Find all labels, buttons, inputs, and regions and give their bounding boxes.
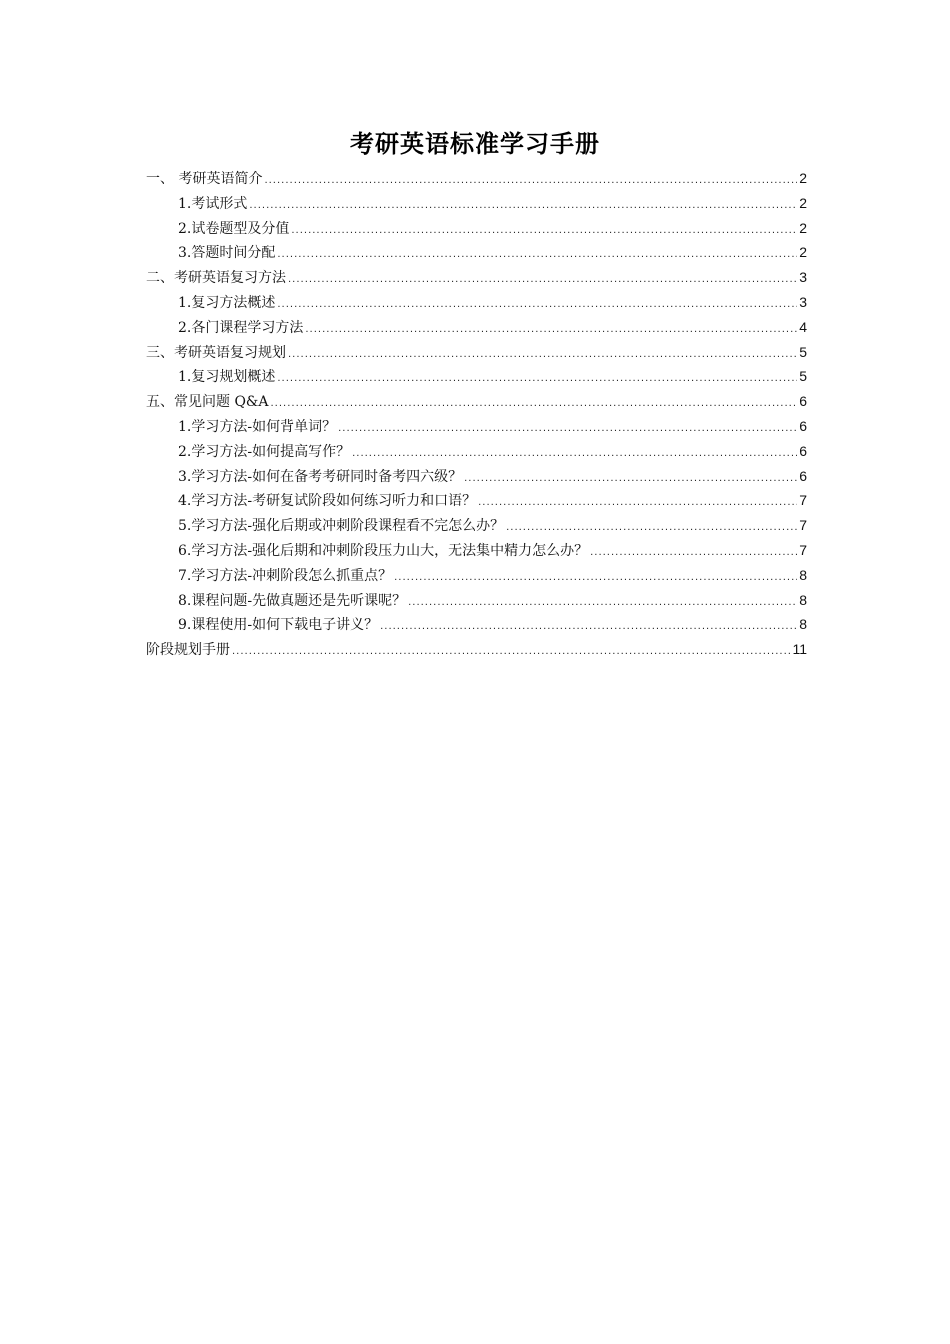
toc-page-number: 2: [799, 244, 807, 261]
toc-entry[interactable]: [146, 612, 807, 637]
toc-entry-label: 三、考研英语复习规划: [146, 344, 286, 361]
toc-entry-label: 6.学习方法-强化后期和冲刺阶段压力山大，无法集中精力怎么办？: [178, 542, 589, 559]
toc-entry[interactable]: [146, 191, 807, 216]
toc-leader-dots: [232, 640, 790, 665]
toc-leader-dots: [277, 243, 797, 268]
toc-page-number: 6: [799, 417, 807, 434]
toc-page-number: 6: [799, 467, 807, 484]
toc-leader-dots: [291, 219, 797, 244]
toc-page-number: 4: [799, 318, 807, 335]
toc-entry[interactable]: [146, 538, 807, 563]
toc-leader-dots: [288, 268, 797, 293]
toc-entry[interactable]: [146, 240, 807, 265]
toc-entry[interactable]: [146, 166, 807, 191]
toc-leader-dots: [271, 392, 798, 417]
toc-leader-dots: [464, 467, 797, 492]
toc-entry[interactable]: [146, 439, 807, 464]
toc-entry[interactable]: [146, 414, 807, 439]
toc-entry-label: 7.学习方法-冲刺阶段怎么抓重点？: [178, 567, 393, 584]
toc-entry-label: 1.考试形式: [178, 195, 248, 212]
toc-entry[interactable]: [146, 340, 807, 365]
document-title: 考研英语标准学习手册: [350, 130, 600, 158]
toc-page-number: 11: [792, 641, 807, 658]
toc-leader-dots: [506, 516, 797, 541]
toc-entry[interactable]: [146, 315, 807, 340]
toc-entry-label: 2.学习方法-如何提高写作？: [178, 443, 351, 460]
toc-leader-dots: [338, 417, 797, 442]
toc-page-number: 2: [799, 170, 807, 186]
toc-entry-label: 3.学习方法-如何在备考考研同时备考四六级？: [178, 468, 463, 485]
toc-leader-dots: [352, 442, 797, 467]
toc-entry[interactable]: [146, 216, 807, 241]
toc-entry-label: 9.课程使用-如何下载电子讲义？: [178, 617, 379, 634]
toc-entry[interactable]: [146, 513, 807, 538]
toc-page-number: 7: [799, 492, 807, 509]
toc-entry-label: 3.答题时间分配: [178, 245, 276, 262]
toc-leader-dots: [305, 318, 797, 343]
toc-entry[interactable]: [146, 464, 807, 489]
toc-page-number: 8: [799, 616, 807, 633]
toc-page-number: 2: [799, 219, 807, 236]
toc-leader-dots: [288, 343, 797, 368]
toc-entry[interactable]: [146, 265, 807, 290]
toc-leader-dots: [408, 591, 797, 616]
toc-entry-label: 1.复习规划概述: [178, 369, 276, 386]
toc-entry[interactable]: [146, 290, 807, 315]
toc-entry-label: 阶段规划手册: [146, 642, 230, 659]
toc-entry-label: 1.学习方法-如何背单词？: [178, 418, 337, 435]
toc-page-number: 7: [799, 517, 807, 534]
toc-page-number: 3: [799, 293, 807, 310]
toc-page-number: 3: [799, 269, 807, 286]
toc-entry-label: 2.试卷题型及分值: [178, 220, 290, 237]
toc-leader-dots: [478, 491, 797, 516]
toc-page-number: 8: [799, 591, 807, 608]
toc-leader-dots: [394, 566, 797, 591]
toc-leader-dots: [380, 615, 797, 640]
toc-entry[interactable]: [146, 563, 807, 588]
toc-entry[interactable]: [146, 637, 807, 662]
toc-leader-dots: [249, 194, 797, 219]
toc-page-number: 5: [799, 343, 807, 360]
toc-page-number: 2: [799, 194, 807, 211]
toc-entry[interactable]: [146, 389, 807, 414]
toc-page-number: 8: [799, 566, 807, 583]
toc-page-number: 6: [799, 442, 807, 459]
toc-leader-dots: [264, 169, 797, 194]
toc-leader-dots: [277, 293, 797, 318]
toc-entry[interactable]: [146, 588, 807, 613]
toc-leader-dots: [590, 541, 797, 566]
toc-page-number: 7: [799, 541, 807, 558]
toc-entry[interactable]: [146, 488, 807, 513]
toc-page-number: 5: [799, 368, 807, 385]
toc-entry-label: 8.课程问题-先做真题还是先听课呢？: [178, 592, 407, 609]
toc-entry-label: 2.各门课程学习方法: [178, 319, 304, 336]
toc-entry-label: 二、考研英语复习方法: [146, 270, 286, 287]
table-of-contents: [146, 166, 807, 662]
toc-entry[interactable]: [146, 364, 807, 389]
toc-entry-label: 4.学习方法-考研复试阶段如何练习听力和口语？: [178, 493, 477, 510]
toc-entry-label: 一、 考研英语简介: [146, 171, 263, 187]
toc-page-number: 6: [799, 393, 807, 410]
toc-entry-label: 5.学习方法-强化后期或冲刺阶段课程看不完怎么办？: [178, 518, 505, 535]
toc-entry-label: 1.复习方法概述: [178, 294, 276, 311]
toc-entry-label: 五、常见问题 Q&A: [146, 394, 269, 411]
toc-leader-dots: [277, 367, 797, 392]
